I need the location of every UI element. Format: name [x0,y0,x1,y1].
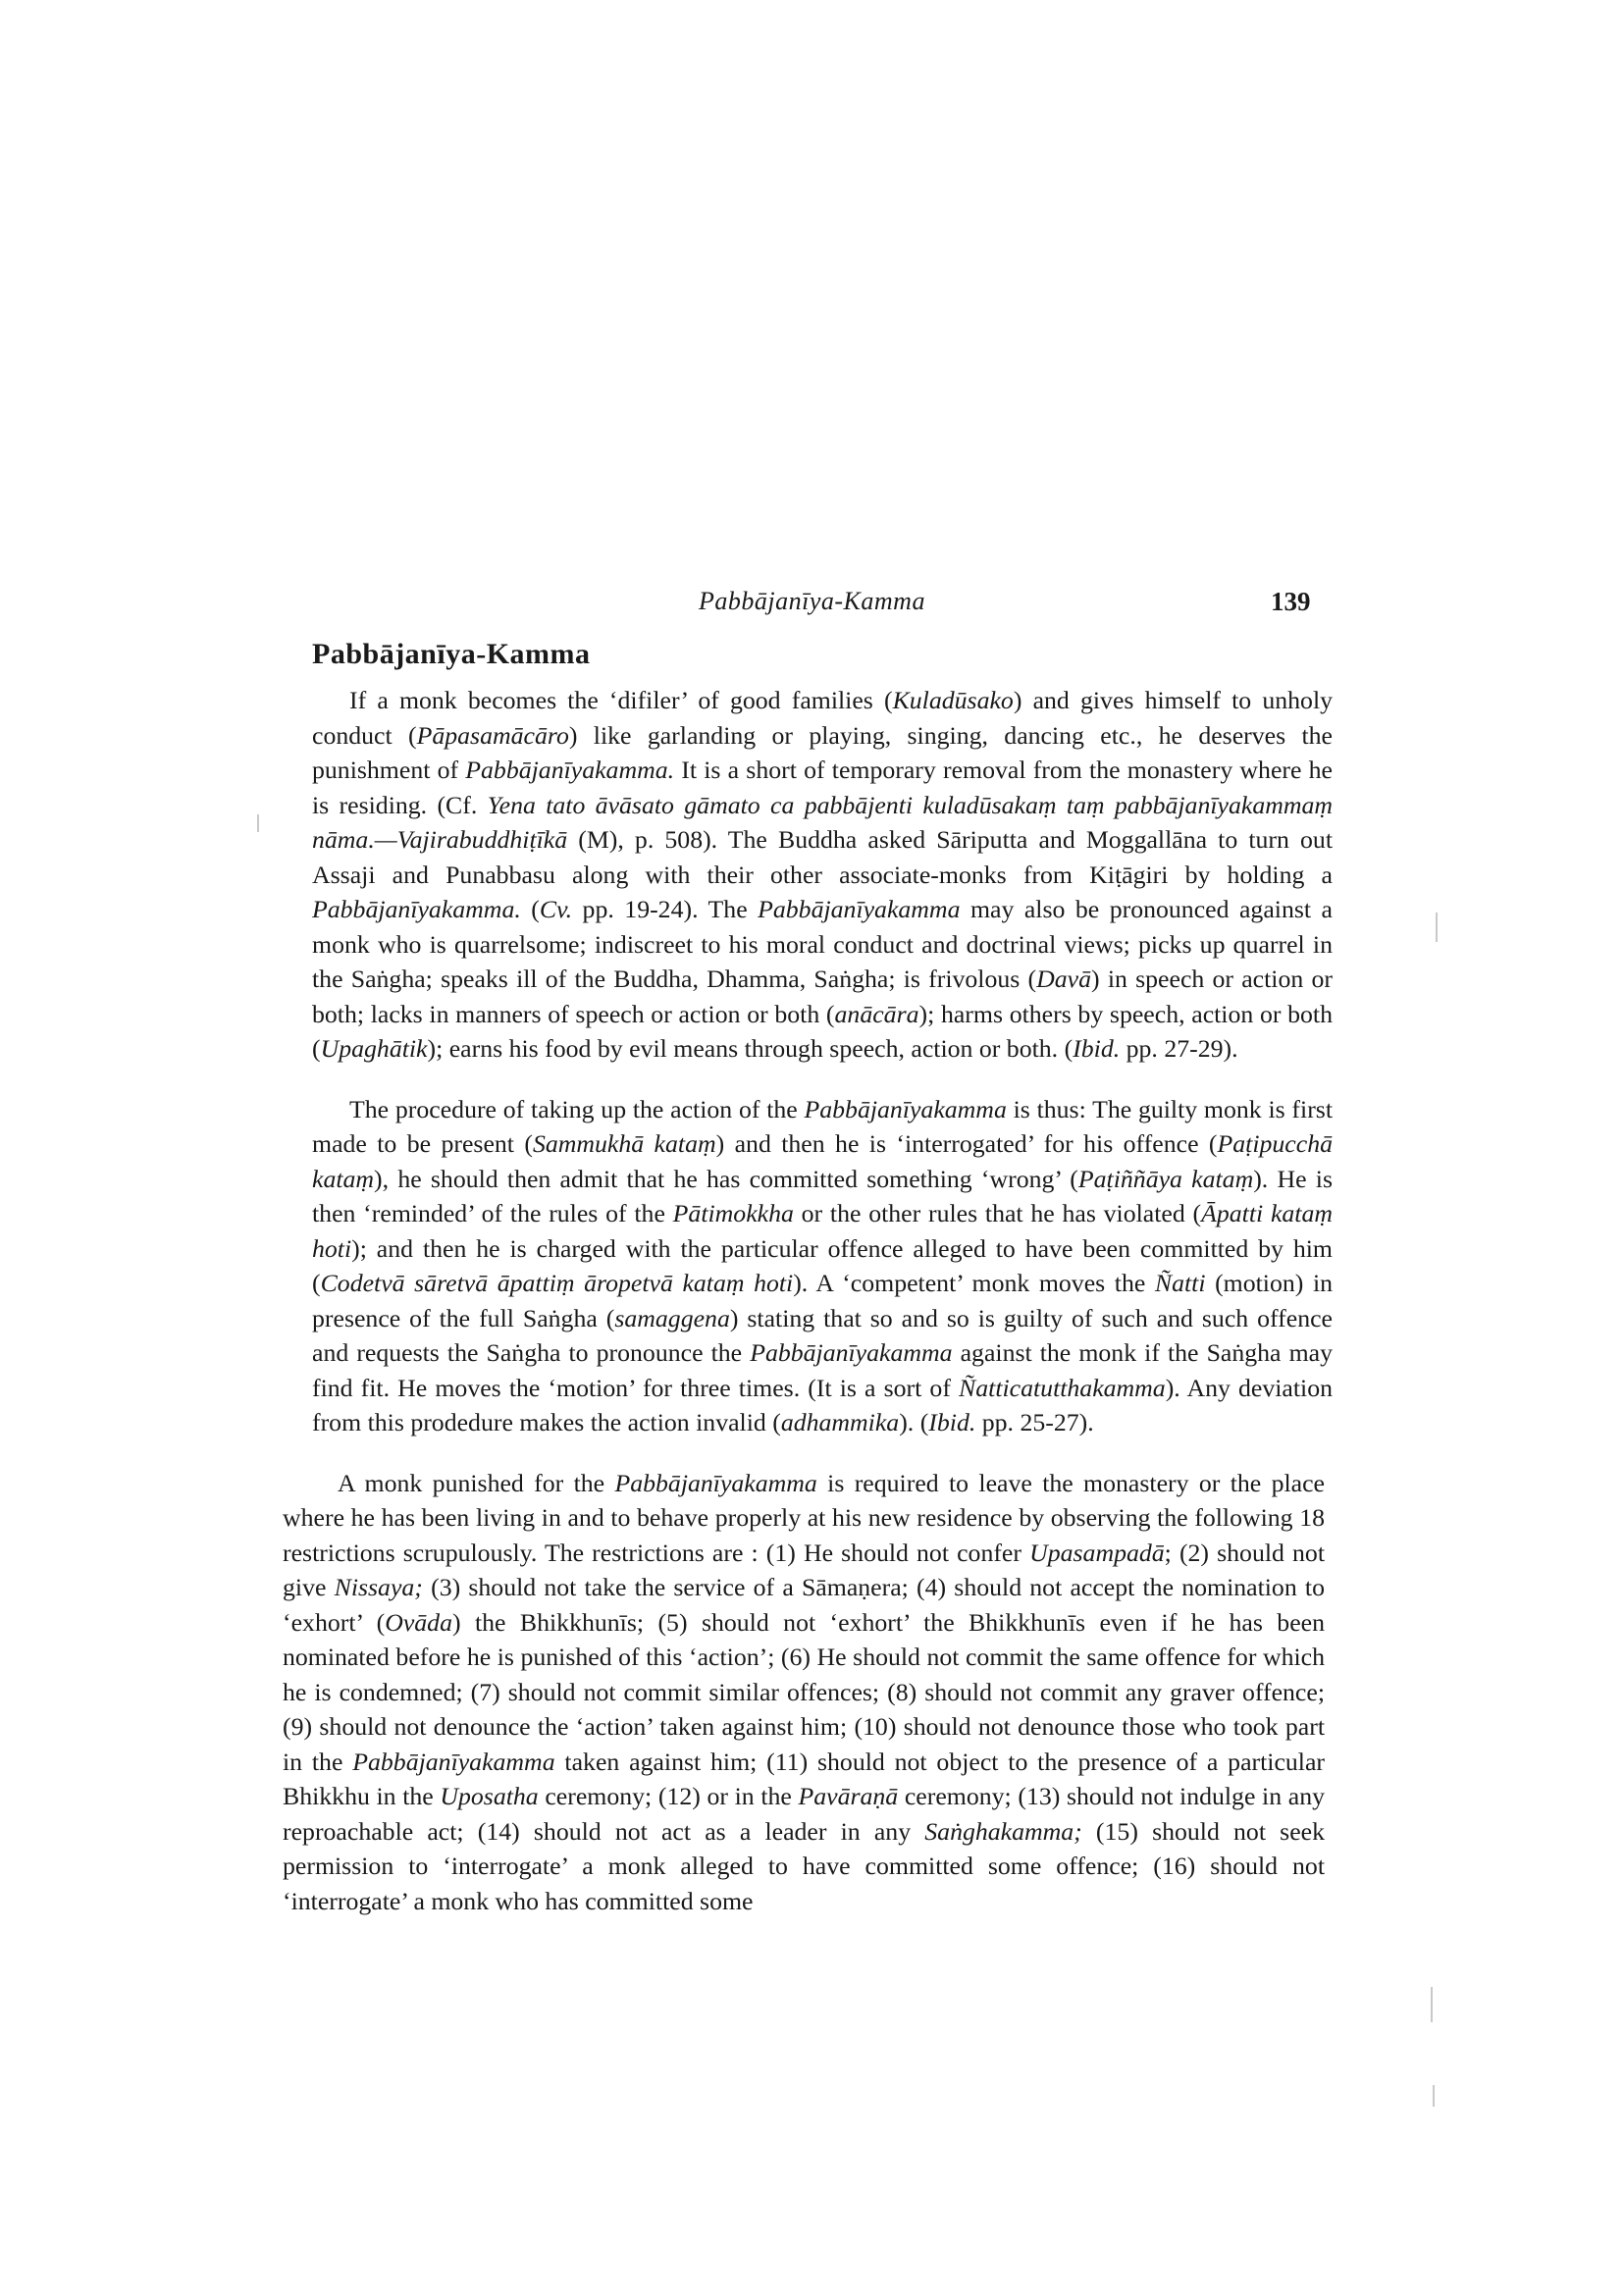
article [283,638,1334,1944]
pali-term: Pavāraṇā [798,1782,899,1810]
pali-term: Paṭiññāya kataṃ [1077,1164,1254,1193]
text-run: ceremony; (12) or in the [538,1782,799,1810]
text-run: If a monk becomes the ‘difiler’ of good families ( [349,686,893,714]
text-run: ); earns his food by evil means through speech, action or both. ( [427,1034,1074,1063]
margin-mark [1436,913,1438,942]
text-run: ). Any deviation from this prodedure makes the action invalid ( [312,1373,1333,1436]
text-run: ceremony; (13) should not indulge in any reproachable act; (14) should not act as a leader in any [283,1782,1325,1846]
pali-quotation: Yena tato āvāsato gāmato ca pabbājenti kuladūsakaṃ taṃ pabbājanīyakammaṃ nāma.—Vajirabuddhiṭīkā [312,790,1333,854]
pali-term: Pabbājanīyakamma [750,1338,953,1367]
citation: Cv. [539,895,573,923]
pali-term: Pabbājanīyakamma [614,1468,817,1497]
text-run: ; (2) should not give [283,1538,1325,1601]
paragraph-definition [312,683,1333,1067]
text-run: is thus: The guilty monk is first made to be present ( [312,1094,1333,1158]
pali-term: Pabbājanīyakamma [804,1094,1007,1123]
pali-term: anācāra [834,999,919,1028]
text-run: ). A ‘competent’ monk moves the [793,1269,1155,1297]
pali-term: Davā [1036,965,1092,993]
text-run: It is a short of temporary removal from the monastery where he is residing. (Cf. [312,756,1333,819]
text-run: pp. 27-29). [1120,1034,1238,1063]
text-run: or the other rules that he has violated ( [793,1199,1202,1227]
text-run: ). ( [899,1408,929,1436]
pali-term: Pāpasamācāro [416,720,569,750]
text-run: against the monk if the Saṅgha may find fit. He moves the ‘motion’ for three times. (It is a sort of [312,1338,1333,1402]
text-run: ) stating that so and so is guilty of such and such offence and requests the Saṅgha to pronounce the [312,1303,1333,1367]
pali-term: Nissaya; [334,1573,423,1601]
pali-term: Āpatti kataṃ hoti [312,1199,1333,1263]
text-run: taken against him; (11) should not object to the presence of a particular Bhikkhu in the [283,1747,1326,1810]
pali-term: Codetvā sāretvā āpattiṃ āropetvā kataṃ hoti [320,1269,794,1297]
paragraph-procedure [312,1092,1333,1440]
margin-mark [1431,1987,1433,2022]
text-run: ) the Bhikkhunīs; (5) should not ‘exhort’ the Bhikkhunīs even if he has been nominated before he is punished of this ‘action’; (6) He should not commit the same offence for which he is condemned; (7) should not commit similar offences; (8) should not commit any graver offence; (9) should not denounce the ‘action’ taken against him; (10) should not denounce those who took part in the [283,1607,1325,1776]
text-run: pp. 19-24). The [572,895,759,923]
pali-term: Pabbājanīyakamma [352,1747,555,1776]
pali-term: Kuladūsako [892,686,1014,714]
text-run: (15) should not seek permission to ‘interrogate’ a monk alleged to have committed some offence; (16) should not ‘interrogate’ a monk who has committed some [283,1816,1325,1915]
text-run: may also be pronounced against a monk who is quarrelsome; indiscreet to his moral conduct and doctrinal views; picks up quarrel in the Saṅgha; speaks ill of the Buddha, Dhamma, Saṅgha; is frivolous ( [312,895,1333,993]
text-run: A monk punished for the [338,1468,615,1497]
text-run: ) and then he is ‘interrogated’ for his offence ( [715,1129,1218,1158]
pali-term: samaggena [614,1303,730,1332]
margin-mark [257,814,259,832]
pali-term: Upaghātik [320,1034,428,1063]
pali-term: Saṅghakamma; [924,1816,1082,1846]
text-run: (M), p. 508). The Buddha asked Sāriputta and Moggallāna to turn out Assaji and Punabbasu along with their other associate-monks from Kiṭāgiri by holding a [312,825,1333,889]
text-run: (3) should not take the service of a Sāmaṇera; (4) should not accept the nomination to ‘exhort’ ( [283,1573,1325,1637]
text-run: (motion) in presence of the full Saṅgha ( [312,1269,1334,1332]
text-run: ) like garlanding or playing, singing, dancing etc., he deserves the punishment of [312,720,1333,784]
margin-mark [1433,2085,1435,2107]
running-head [0,587,1624,626]
pali-term: Pātimokkha [672,1199,794,1227]
pali-term: Pabbājanīyakamma. [312,895,521,923]
page-number: 139 [1271,587,1311,616]
text-run: ) in speech or action or both; lacks in manners of speech or action or both ( [312,965,1333,1028]
pali-term: Uposatha [440,1782,539,1810]
text-run: The procedure of taking up the action of the [349,1094,805,1123]
text-run: ); and then he is charged with the particular offence alleged to have been committed by him ( [312,1233,1333,1297]
citation: Ibid. [1073,1034,1121,1063]
pali-term: Ovāda [385,1607,452,1637]
pali-term: Ñatticatutthakamma [959,1373,1166,1402]
pali-term: Pabbājanīyakamma [758,895,961,923]
running-title: Pabbājanīya-Kamma [699,587,925,615]
pali-term: Upasampadā [1029,1538,1165,1567]
pali-term: Paṭipucchā kataṃ [312,1129,1333,1193]
text-run: pp. 25-27). [975,1408,1094,1436]
text-run: is required to leave the monastery or the place where he has been living in and to behave properly at his new residence by observing the following 18 restrictions scrupulously. The restrictions are : (1) He should not confer [283,1468,1325,1567]
text-run: ), he should then admit that he has committed something ‘wrong’ ( [374,1164,1078,1193]
pali-term: adhammika [780,1408,900,1436]
pali-term: Sammukhā kataṃ [532,1129,716,1158]
text-run: ( [520,895,540,923]
article-heading: Pabbājanīya-Kamma [312,638,591,670]
paragraph-restrictions [283,1466,1325,1919]
pali-term: Pabbājanīyakamma. [465,756,675,784]
text-run: ). He is then ‘reminded’ of the rules of the [312,1164,1333,1227]
text-run: ) and gives himself to unholy conduct ( [312,686,1334,750]
text-run: ); harms others by speech, action or both ( [312,999,1333,1063]
pali-term: Ñatti [1154,1269,1206,1297]
citation: Ibid. [928,1408,976,1436]
